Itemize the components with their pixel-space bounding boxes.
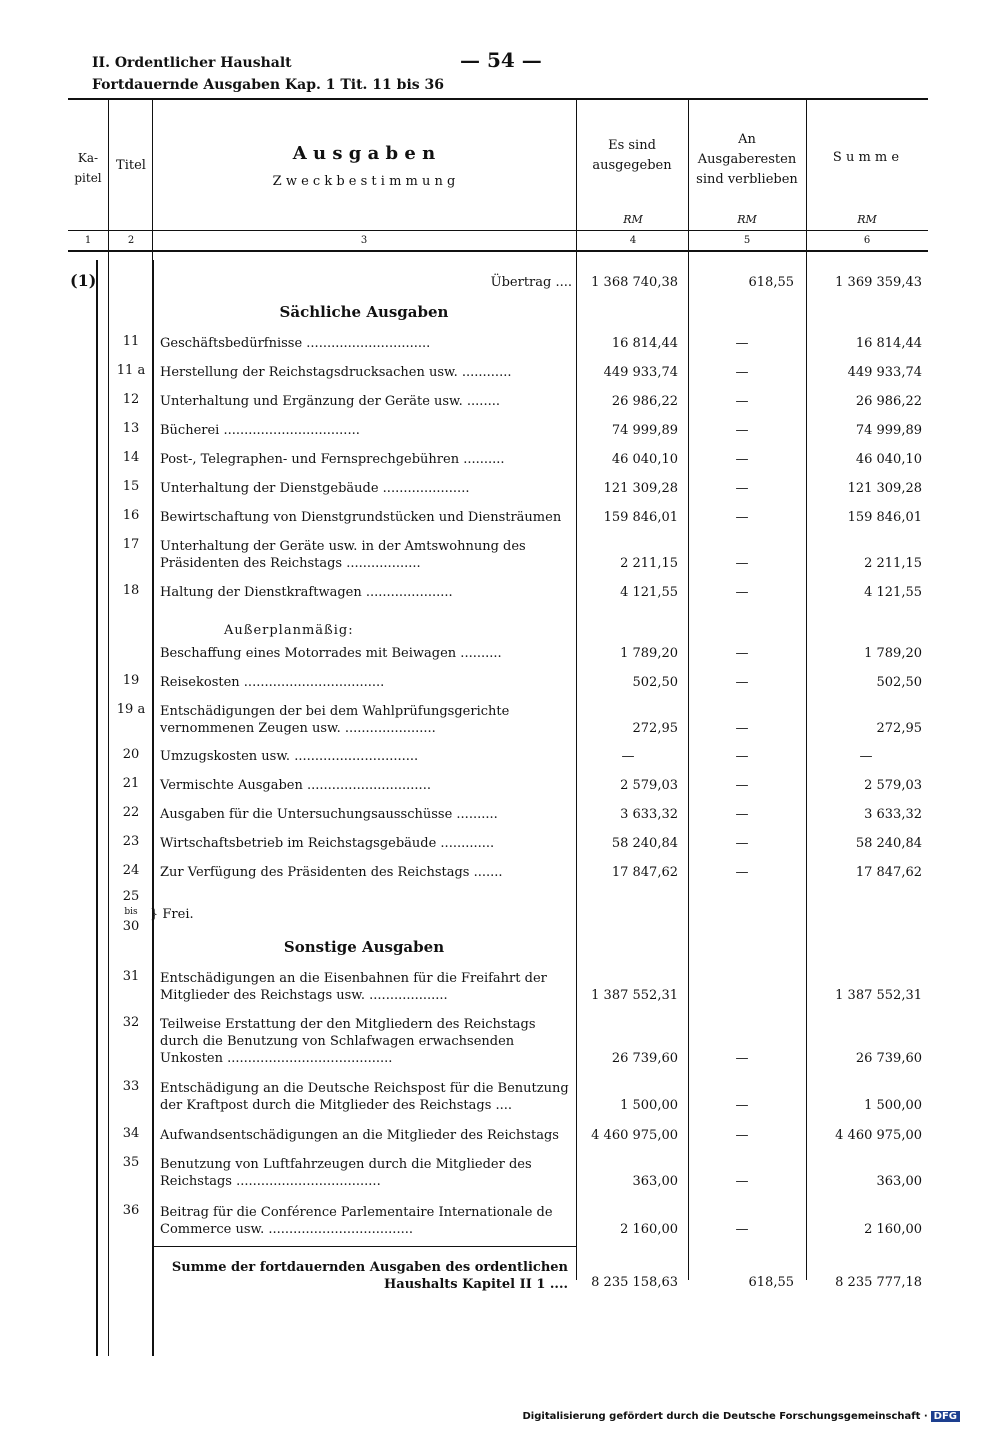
uebertrag-c5: 618,55	[748, 275, 794, 290]
row-ausgegeben: 74 999,89	[611, 423, 678, 438]
row-summe: 4 121,55	[864, 585, 922, 600]
col-head-6: S u m m e	[832, 150, 900, 165]
row-summe: 121 309,28	[847, 481, 922, 496]
row-ausgabereste: —	[735, 1174, 749, 1189]
row-titel: 11 a	[116, 363, 146, 378]
row-titel: 24	[122, 863, 140, 878]
row-ausgabereste: —	[735, 865, 749, 880]
row-summe: 2 160,00	[864, 1222, 922, 1237]
row-ausgabereste: —	[735, 1222, 749, 1237]
row-description: Unterhaltung und Ergänzung der Geräte usw. ........	[160, 394, 500, 409]
section-sonstige-ausgaben: Sonstige Ausgaben	[283, 938, 445, 956]
row-titel: 11	[122, 334, 140, 349]
row-ausgegeben: 1 387 552,31	[591, 988, 678, 1003]
col-number-2: 2	[127, 235, 135, 246]
col-head-5: An Ausgaberesten sind verblieben	[696, 132, 798, 187]
row-titel: 21	[122, 776, 140, 791]
row-summe: —	[859, 749, 873, 764]
row-summe: 272,95	[876, 721, 922, 736]
col-divider-5	[806, 100, 807, 1280]
row-description: Vermischte Ausgaben ..............................	[160, 778, 431, 793]
row-ausgegeben: 2 579,03	[620, 778, 678, 793]
row-description: Beschaffung eines Motorrades mit Beiwagen ..........	[160, 646, 502, 661]
page-number: — 54 —	[460, 48, 542, 72]
row-summe: 2 211,15	[864, 556, 922, 571]
kapitel-rule	[96, 260, 98, 1356]
footer-text: Digitalisierung gefördert durch die Deutsche Forschungsgemeinschaft ·	[522, 1411, 928, 1422]
summe-label: Summe der fortdauernden Ausgaben des ordentlichen Haushalts Kapitel II 1 ....	[171, 1260, 568, 1292]
row-description: Reisekosten ..................................	[160, 675, 385, 690]
row-ausgegeben: 46 040,10	[611, 452, 678, 467]
row-description: Ausgaben für die Untersuchungsausschüsse ..........	[160, 807, 498, 822]
row-summe: 17 847,62	[855, 865, 922, 880]
row-ausgabereste: —	[735, 1098, 749, 1113]
col-divider-1	[108, 100, 109, 1356]
row-ausgegeben: 3 633,32	[620, 807, 678, 822]
row-description: Unterhaltung der Dienstgebäude .....................	[160, 481, 470, 496]
summe-c4: 8 235 158,63	[591, 1275, 678, 1290]
row-ausgabereste: —	[735, 675, 749, 690]
row-ausgabereste: —	[735, 394, 749, 409]
col-divider-4	[688, 100, 689, 1280]
col-head-zweck: Z w e c k b e s t i m m u n g	[272, 174, 456, 189]
header-divider	[68, 230, 928, 231]
titel-rule	[152, 260, 154, 1356]
row-ausgegeben: 17 847,62	[611, 865, 678, 880]
row-ausgabereste: —	[735, 365, 749, 380]
row-ausgabereste: —	[735, 721, 749, 736]
row-ausgegeben: 363,00	[632, 1174, 678, 1189]
uebertrag-label: Übertrag ....	[490, 275, 572, 290]
dfg-footer	[523, 1411, 961, 1422]
unit-col-6: RM	[857, 213, 877, 226]
uebertrag-c6: 1 369 359,43	[835, 275, 922, 290]
col-head-4: Es sind ausgegeben	[592, 138, 672, 173]
row-summe: 16 814,44	[855, 336, 922, 351]
header-line-1: II. Ordentlicher Haushalt	[92, 55, 292, 71]
row-summe: 449 933,74	[847, 365, 922, 380]
frei-bis: bis	[124, 907, 138, 917]
header-rule	[68, 98, 928, 100]
row-ausgegeben: 449 933,74	[603, 365, 678, 380]
row-ausgegeben: 159 846,01	[603, 510, 678, 525]
row-titel: 16	[122, 508, 140, 523]
col-head-titel: Titel	[116, 158, 146, 173]
row-ausgabereste: —	[735, 749, 749, 764]
row-summe: 46 040,10	[855, 452, 922, 467]
row-description: Bücherei .................................	[160, 423, 360, 438]
row-ausgegeben: 58 240,84	[611, 836, 678, 851]
dfg-logo: DFG	[931, 1411, 960, 1422]
row-description: Zur Verfügung des Präsidenten des Reichstags .......	[160, 865, 503, 880]
row-ausgabereste: —	[735, 336, 749, 351]
summe-c5: 618,55	[748, 1275, 794, 1290]
row-description: Benutzung von Luftfahrzeugen durch die Mitglieder des Reichstags ...................................	[160, 1157, 532, 1189]
ausserplan-label: Außerplanmäßig:	[224, 623, 354, 638]
row-summe: 74 999,89	[855, 423, 922, 438]
row-ausgabereste: —	[735, 646, 749, 661]
col-head-ausgaben: A u s g a b e n	[292, 143, 436, 164]
section-saechliche-ausgaben: Sächliche Ausgaben	[279, 303, 449, 321]
row-description: Haltung der Dienstkraftwagen .....................	[160, 585, 453, 600]
uebertrag-c4: 1 368 740,38	[591, 275, 678, 290]
row-ausgegeben: 4 460 975,00	[591, 1128, 678, 1143]
frei-titel-to: 30	[122, 919, 140, 934]
row-ausgegeben: 26 739,60	[611, 1051, 678, 1066]
row-summe: 363,00	[876, 1174, 922, 1189]
row-ausgabereste: —	[735, 778, 749, 793]
row-description: Aufwandsentschädigungen an die Mitglieder des Reichstags	[160, 1128, 559, 1143]
row-description: Geschäftsbedürfnisse ..............................	[160, 336, 431, 351]
row-titel: 32	[122, 1015, 140, 1030]
row-titel: 31	[122, 969, 140, 984]
row-ausgabereste: —	[735, 423, 749, 438]
row-ausgegeben: 16 814,44	[611, 336, 678, 351]
frei-label: } Frei.	[150, 907, 194, 922]
unit-col-5: RM	[737, 213, 757, 226]
row-ausgegeben: 2 211,15	[620, 556, 678, 571]
row-ausgegeben: 1 789,20	[620, 646, 678, 661]
row-ausgabereste: —	[735, 1128, 749, 1143]
col-divider-3	[576, 100, 577, 1280]
row-titel: 20	[122, 747, 140, 762]
row-titel: 23	[122, 834, 140, 849]
row-ausgegeben: —	[621, 749, 635, 764]
row-summe: 159 846,01	[847, 510, 922, 525]
row-description: Beitrag für die Conférence Parlementaire Internationale de Commerce usw. ...................................	[160, 1205, 553, 1237]
row-titel: 35	[122, 1155, 140, 1170]
row-titel: 17	[122, 537, 140, 552]
row-ausgabereste: —	[735, 1051, 749, 1066]
summe-rule	[152, 1246, 576, 1247]
row-titel: 33	[122, 1079, 140, 1094]
frei-titel-from: 25	[122, 889, 140, 904]
row-titel: 34	[122, 1126, 140, 1141]
row-titel: 13	[122, 421, 140, 436]
row-ausgegeben: 2 160,00	[620, 1222, 678, 1237]
col-head-kapitel: Ka-pitel	[74, 151, 102, 185]
row-titel: 36	[122, 1203, 140, 1218]
col-number-1: 1	[84, 235, 92, 246]
summe-c6: 8 235 777,18	[835, 1275, 922, 1290]
row-ausgabereste: —	[735, 481, 749, 496]
numbering-divider	[68, 250, 928, 252]
row-titel: 19	[122, 673, 140, 688]
header-line-2: Fortdauernde Ausgaben Kap. 1 Tit. 11 bis 36	[92, 77, 445, 93]
row-summe: 58 240,84	[855, 836, 922, 851]
col-number-6: 6	[863, 235, 871, 246]
row-titel: 15	[122, 479, 140, 494]
row-description: Bewirtschaftung von Dienstgrundstücken und Diensträumen	[160, 510, 562, 525]
row-summe: 3 633,32	[864, 807, 922, 822]
row-description: Entschädigungen an die Eisenbahnen für die Freifahrt der Mitglieder des Reichstags usw. ...................	[160, 971, 547, 1003]
kapitel-marker: (1)	[70, 271, 97, 290]
row-ausgegeben: 272,95	[632, 721, 678, 736]
row-ausgegeben: 4 121,55	[620, 585, 678, 600]
row-ausgabereste: —	[735, 556, 749, 571]
row-titel: 12	[122, 392, 140, 407]
row-titel: 19 a	[116, 702, 146, 717]
row-description: Herstellung der Reichstagsdrucksachen usw. ............	[160, 365, 512, 380]
row-ausgegeben: 502,50	[632, 675, 678, 690]
row-ausgegeben: 121 309,28	[603, 481, 678, 496]
row-titel: 14	[122, 450, 140, 465]
running-header	[92, 52, 444, 96]
row-summe: 1 789,20	[864, 646, 922, 661]
row-ausgegeben: 26 986,22	[611, 394, 678, 409]
row-ausgabereste: —	[735, 510, 749, 525]
row-titel: 18	[122, 583, 140, 598]
row-description: Umzugskosten usw. ..............................	[160, 749, 419, 764]
row-titel: 22	[122, 805, 140, 820]
row-summe: 26 986,22	[855, 394, 922, 409]
row-summe: 1 387 552,31	[835, 988, 922, 1003]
row-summe: 26 739,60	[855, 1051, 922, 1066]
row-description: Entschädigungen der bei dem Wahlprüfungsgerichte vernommenen Zeugen usw. ......................	[160, 704, 510, 736]
col-number-3: 3	[360, 235, 368, 246]
row-summe: 4 460 975,00	[835, 1128, 922, 1143]
row-ausgabereste: —	[735, 807, 749, 822]
row-description: Wirtschaftsbetrieb im Reichstagsgebäude .............	[160, 836, 495, 851]
row-description: Teilweise Erstattung der den Mitgliedern des Reichstags durch die Benutzung von Schlafwagen erwachsenden Unkosten ........................................	[160, 1017, 536, 1066]
unit-col-4: RM	[623, 213, 643, 226]
row-ausgabereste: —	[735, 585, 749, 600]
row-summe: 1 500,00	[864, 1098, 922, 1113]
row-summe: 2 579,03	[864, 778, 922, 793]
row-ausgabereste: —	[735, 836, 749, 851]
row-description: Post-, Telegraphen- und Fernsprechgebühren ..........	[160, 452, 505, 467]
col-number-4: 4	[629, 235, 637, 246]
col-number-5: 5	[743, 235, 751, 246]
row-description: Entschädigung an die Deutsche Reichspost für die Benutzung der Kraftpost durch die Mitglieder des Reichstags ....	[160, 1081, 569, 1113]
row-ausgegeben: 1 500,00	[620, 1098, 678, 1113]
row-description: Unterhaltung der Geräte usw. in der Amtswohnung des Präsidenten des Reichstags ..................	[160, 539, 526, 571]
row-ausgabereste: —	[735, 452, 749, 467]
row-summe: 502,50	[876, 675, 922, 690]
